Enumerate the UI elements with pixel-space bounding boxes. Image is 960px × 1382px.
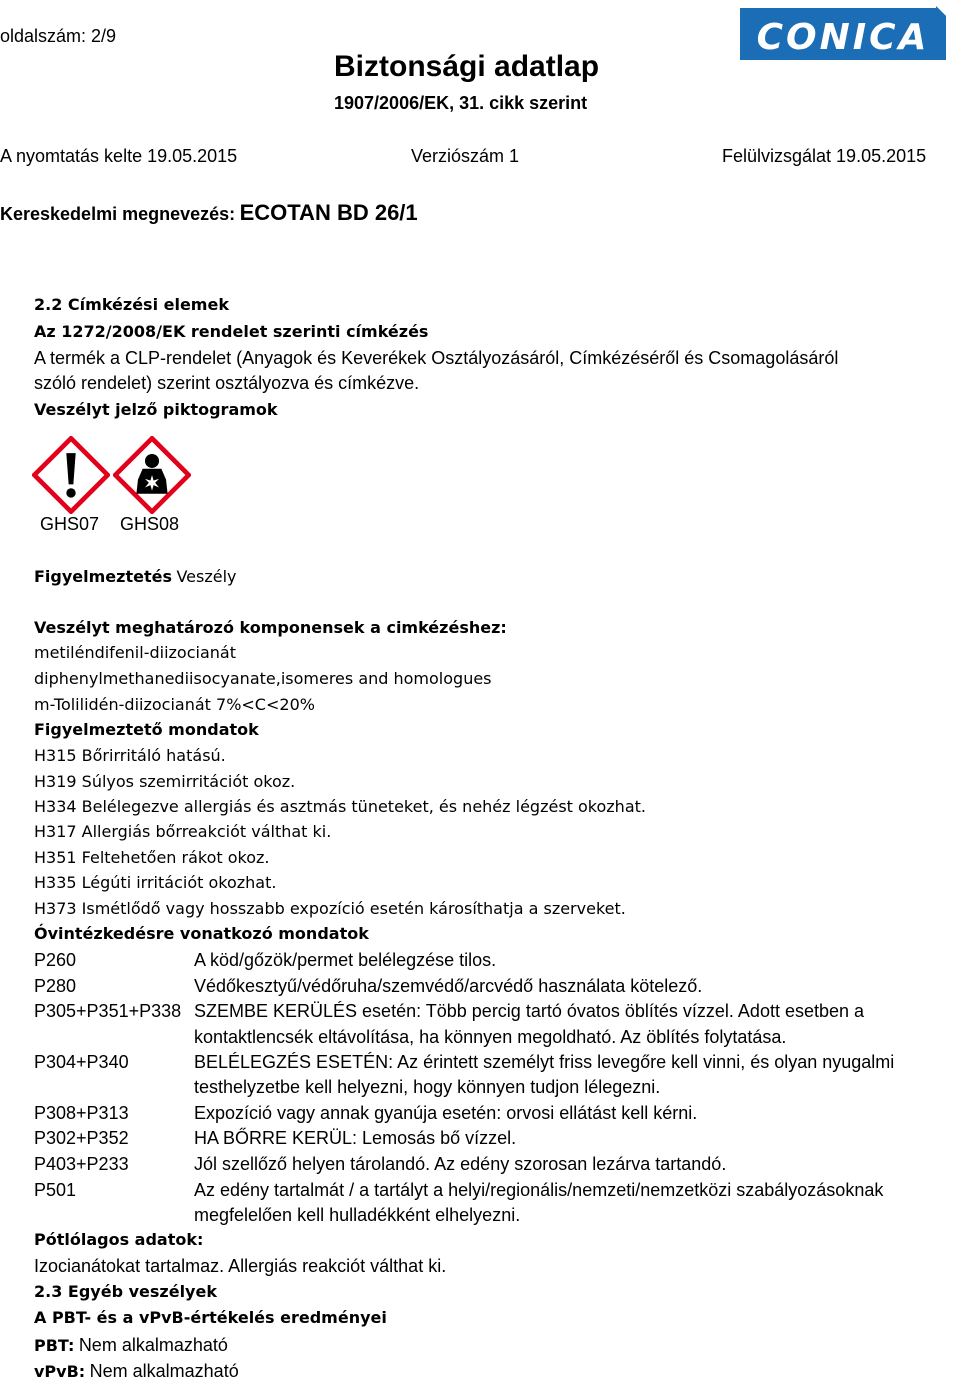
logo-text: CONICA [756,17,930,58]
precaution-heading: Óvintézkedésre vonatkozó mondatok [34,924,369,943]
vpvb-label: vPvB: [34,1362,86,1381]
precaution-code: P308+P313 [34,1103,129,1123]
trade-name [0,200,418,226]
precaution-code: P260 [34,950,77,970]
precaution-text: HA BŐRRE KERÜL: Lemosás bő vízzel. [194,1128,517,1148]
precaution-code: P280 [34,976,77,996]
hazard-statement: H319 Súlyos szemirritációt okoz. [34,772,296,791]
precaution-code: P302+P352 [34,1128,129,1148]
pbt-value: Nem alkalmazható [78,1335,228,1355]
document-title: Biztonsági adatlap [334,50,600,83]
hazard-heading: Figyelmeztető mondatok [34,720,259,739]
precaution-text: SZEMBE KERÜLÉS esetén: Több percig tartó óvatos öblítés vízzel. Adott esetben a [194,1001,865,1021]
conica-logo [740,6,946,60]
precaution-text: Az edény tartalmát / a tartályt a helyi/regionális/nemzeti/nemzetközi szabályozásoknak [194,1180,884,1200]
signal-word [34,567,237,587]
hazard-statement: H351 Feltehetően rákot okoz. [34,848,270,867]
precaution-text: Expozíció vagy annak gyanúja esetén: orvosi ellátást kell kérni. [194,1103,698,1123]
version-number: Verziószám 1 [411,146,520,166]
precaution-text-continued: kontaktlencsék eltávolítása, ha könnyen megoldható. Az öblítés folytatása. [194,1027,787,1047]
component-item: m-Tolilidén-diizocianát 7%<C<20% [34,695,315,714]
hazard-statement: H335 Légúti irritációt okozhat. [34,873,277,892]
trade-name-value: ECOTAN BD 26/1 [239,200,418,225]
vpvb-row [34,1361,239,1382]
health-hazard-icon [113,436,191,514]
precaution-code: P304+P340 [34,1052,129,1072]
pictogram-code-ghs07: GHS07 [40,514,100,534]
precaution-text: BELÉLEGZÉS ESETÉN: Az érintett személyt friss levegőre kell vinni, és olyan nyugalmi [194,1052,895,1072]
precaution-text-continued: megfelelően kell hulladékként elhelyezni. [194,1205,521,1225]
precaution-text: Védőkesztyű/védőruha/szemvédő/arcvédő használata kötelező. [194,976,703,996]
hazard-statement: H334 Belélegezve allergiás és asztmás tüneteket, és nehéz légzést okozhat. [34,797,646,816]
pictogram-code-ghs08: GHS08 [120,514,180,534]
signal-word-value: Veszély [176,567,237,586]
revision-date: Felülvizsgálat 19.05.2015 [722,146,927,166]
document-subtitle: 1907/2006/EK, 31. cikk szerint [334,93,588,113]
precaution-text: Jól szellőző helyen tárolandó. Az edény szorosan lezárva tartandó. [194,1154,727,1174]
pictograms-heading: Veszélyt jelző piktogramok [34,400,278,419]
pbt-heading: A PBT- és a vPvB-értékelés eredményei [34,1308,387,1327]
hazard-statement: H373 Ismétlődő vagy hosszabb expozíció esetén károsíthatja a szerveket. [34,899,626,918]
precaution-text-continued: testhelyzetbe kell helyezni, hogy könnyen tudjon lélegezni. [194,1077,661,1097]
print-date: A nyomtatás kelte 19.05.2015 [0,146,238,166]
section-heading: 2.2 Címkézési elemek [34,295,229,314]
component-item: metiléndifenil-diizocianát [34,643,236,662]
signal-word-label: Figyelmeztetés [34,567,172,586]
exclamation-mark-icon [32,436,110,514]
pbt-label: PBT: [34,1336,75,1355]
vpvb-value: Nem alkalmazható [89,1361,239,1381]
additional-text: Izocianátokat tartalmaz. Allergiás reakciót válthat ki. [34,1256,447,1276]
intro-line-2: szóló rendelet) szerint osztályozva és címkézve. [34,373,420,393]
other-hazards-heading: 2.3 Egyéb veszélyek [34,1282,217,1301]
components-heading: Veszélyt meghatározó komponensek a cimkézéshez: [34,618,507,637]
page-number: oldalszám: 2/9 [0,26,117,46]
precaution-code: P501 [34,1180,77,1200]
precaution-code: P305+P351+P338 [34,1001,182,1021]
additional-heading: Pótlólagos adatok: [34,1230,204,1249]
precaution-text: A köd/gőzök/permet belélegzése tilos. [194,950,497,970]
trade-name-label: Kereskedelmi megnevezés: [0,204,236,224]
component-item: diphenylmethanediisocyanate,isomeres and homologues [34,669,492,688]
hazard-statement: H315 Bőrirritáló hatású. [34,746,226,765]
intro-line-1: A termék a CLP-rendelet (Anyagok és Keverékek Osztályozásáról, Címkézéséről és Csomagolásáról [34,348,839,368]
pbt-row [34,1335,228,1356]
hazard-statement: H317 Allergiás bőrreakciót válthat ki. [34,822,332,841]
precaution-code: P403+P233 [34,1154,129,1174]
section-subheading: Az 1272/2008/EK rendelet szerinti címkézés [34,322,429,341]
